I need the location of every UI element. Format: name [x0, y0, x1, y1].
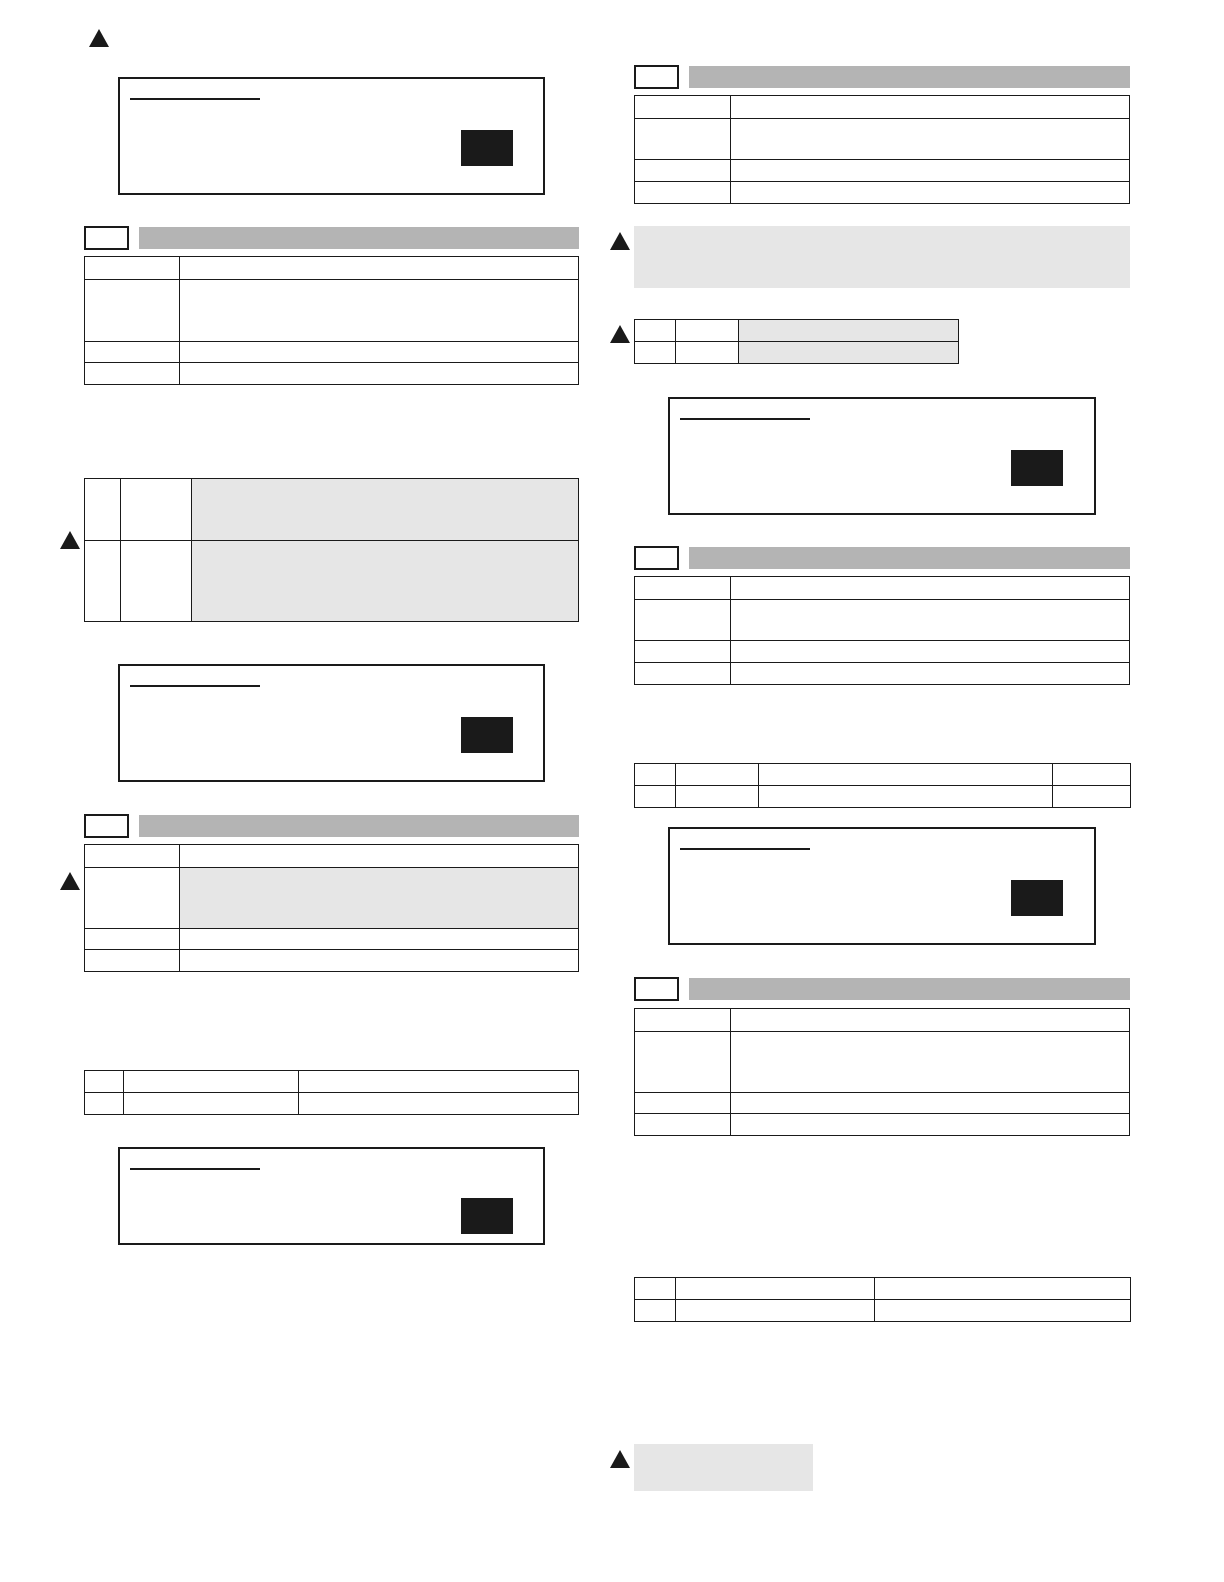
option-table — [84, 478, 579, 622]
table-cell — [1053, 786, 1131, 808]
table-cell — [85, 479, 121, 541]
table-cell — [180, 257, 579, 280]
table-cell — [731, 641, 1130, 663]
confirm-button[interactable] — [461, 130, 513, 166]
table-cell — [635, 1278, 676, 1300]
table-cell — [124, 1071, 299, 1093]
table-cell — [635, 764, 676, 786]
table-cell — [85, 363, 180, 385]
table-cell — [676, 320, 739, 342]
table-cell — [731, 182, 1130, 204]
table-cell — [85, 257, 180, 280]
table-cell — [731, 600, 1130, 641]
table-cell — [635, 160, 731, 182]
table-cell — [635, 600, 731, 641]
table-cell — [180, 868, 579, 929]
table-cell — [635, 1009, 731, 1032]
table-cell — [635, 577, 731, 600]
table-cell — [85, 280, 180, 342]
table-cell — [635, 1032, 731, 1093]
setting-code-box — [84, 226, 129, 250]
table-cell — [299, 1093, 579, 1115]
table-cell — [635, 1093, 731, 1114]
table-cell — [121, 541, 192, 622]
setting-code-box — [634, 65, 679, 89]
table-cell — [192, 479, 579, 541]
table-cell — [635, 663, 731, 685]
table-cell — [85, 929, 180, 950]
revision-marker-icon — [89, 29, 109, 47]
table-cell — [731, 1032, 1130, 1093]
table-cell — [676, 1278, 875, 1300]
table-cell — [180, 950, 579, 972]
table-cell — [731, 96, 1130, 119]
table-cell — [739, 342, 959, 364]
table-cell — [731, 1009, 1130, 1032]
table-cell — [635, 119, 731, 160]
setting-heading-bar — [139, 227, 579, 249]
confirm-button[interactable] — [1011, 880, 1063, 916]
screen-title-underline — [130, 1168, 260, 1170]
screen-title-underline — [680, 848, 810, 850]
table-cell — [85, 1093, 124, 1115]
table-cell — [180, 280, 579, 342]
table-cell — [759, 786, 1053, 808]
table-cell — [635, 1114, 731, 1136]
confirm-button[interactable] — [461, 717, 513, 753]
setting-heading-bar — [689, 978, 1130, 1000]
display-screen — [118, 1147, 545, 1245]
setting-code-box — [634, 546, 679, 570]
table-cell — [676, 764, 759, 786]
revision-note — [634, 226, 1130, 288]
table-cell — [635, 1300, 676, 1322]
table-cell — [635, 786, 676, 808]
table-cell — [180, 929, 579, 950]
screen-title-underline — [680, 418, 810, 420]
four-col-table — [634, 763, 1131, 808]
revision-marker-icon — [60, 872, 80, 890]
table-cell — [875, 1300, 1131, 1322]
table-cell — [192, 541, 579, 622]
table-cell — [635, 641, 731, 663]
table-cell — [731, 663, 1130, 685]
table-cell — [85, 868, 180, 929]
table-cell — [635, 320, 676, 342]
table-cell — [731, 160, 1130, 182]
table-cell — [1053, 764, 1131, 786]
table-cell — [731, 1093, 1130, 1114]
display-screen — [668, 397, 1096, 515]
display-screen — [668, 827, 1096, 945]
setting-table — [634, 1008, 1130, 1136]
table-cell — [676, 786, 759, 808]
table-cell — [635, 96, 731, 119]
screen-title-underline — [130, 98, 260, 100]
table-cell — [85, 950, 180, 972]
table-cell — [121, 479, 192, 541]
table-cell — [676, 1300, 875, 1322]
table-cell — [85, 342, 180, 363]
screen-title-underline — [130, 685, 260, 687]
revision-marker-icon — [610, 1450, 630, 1468]
table-cell — [731, 577, 1130, 600]
setting-table — [634, 95, 1130, 204]
confirm-button[interactable] — [1011, 450, 1063, 486]
table-cell — [739, 320, 959, 342]
confirm-button[interactable] — [461, 1198, 513, 1234]
setting-table — [84, 844, 579, 972]
setting-code-box — [84, 814, 129, 838]
table-cell — [124, 1093, 299, 1115]
revision-marker-icon — [60, 531, 80, 549]
display-screen — [118, 77, 545, 195]
table-cell — [731, 119, 1130, 160]
table-cell — [180, 363, 579, 385]
small-table — [634, 319, 959, 364]
table-cell — [180, 342, 579, 363]
table-cell — [676, 342, 739, 364]
table-cell — [731, 1114, 1130, 1136]
revision-marker-icon — [610, 232, 630, 250]
display-screen — [118, 664, 545, 782]
revision-marker-icon — [610, 325, 630, 343]
table-cell — [85, 845, 180, 868]
table-cell — [85, 541, 121, 622]
table-cell — [299, 1071, 579, 1093]
value-table — [634, 1277, 1131, 1322]
setting-table — [634, 576, 1130, 685]
table-cell — [635, 342, 676, 364]
setting-table — [84, 256, 579, 385]
setting-code-box — [634, 977, 679, 1001]
table-cell — [180, 845, 579, 868]
table-cell — [635, 182, 731, 204]
setting-heading-bar — [689, 66, 1130, 88]
setting-heading-bar — [689, 547, 1130, 569]
table-cell — [759, 764, 1053, 786]
table-cell — [85, 1071, 124, 1093]
setting-heading-bar — [139, 815, 579, 837]
table-cell — [875, 1278, 1131, 1300]
revision-note — [634, 1444, 813, 1491]
value-table — [84, 1070, 579, 1115]
